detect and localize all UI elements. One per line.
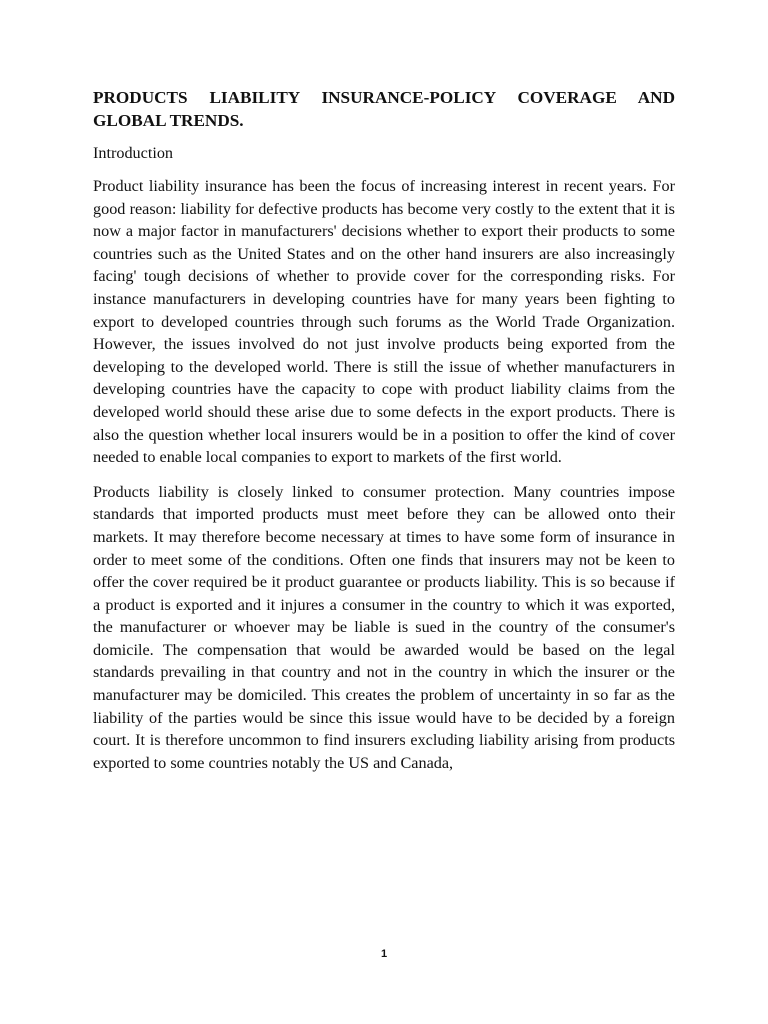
page-number: 1	[380, 948, 388, 960]
document-body	[93, 86, 675, 786]
paragraph-2: Products liability is closely linked to consumer protection. Many countries impose standards that imported products must meet before they can be allowed onto their markets. It may therefore become necessary at times to have some form of insurance in order to meet some of the conditions. Often one finds that insurers may not be keen to offer the cover required be it product guarantee or products liability. This is so because if a product is exported and it injures a consumer in the country to which it was exported, the manufacturer or whoever may be liable is sued in the country of the consumer's domicile. The compensation that would be awarded would be based on the legal standards prevailing in that country and not in the country in which the insurer or the manufacturer may be domiciled. This creates the problem of uncertainty in so far as the liability of the parties would be since this issue would have to be decided by a foreign court. It is therefore uncommon to find insurers excluding liability arising from products exported to some countries notably the US and Canada,	[93, 482, 675, 772]
paragraph-1: Product liability insurance has been the focus of increasing interest in recent years. For good reason: liability for defective products has become very costly to the extent that it is now a major factor in manufacturers' decisions whether to export their products to some countries such as the United States and on the other hand insurers are also increasingly facing' tough decisions of whether to provide cover for the corresponding risks. For instance manufacturers in developing countries have for many years been fighting to export to developed countries through such forums as the World Trade Organization. However, the issues involved do not just involve products being exported from the developing to the developed world. There is still the issue of whether manufacturers in developing countries have the capacity to cope with product liability claims from the developed world should these arise due to some defects in the export products. There is also the question whether local insurers would be in a position to offer the kind of cover needed to enable local companies to export to markets of the first world.	[93, 177, 675, 467]
document-title: PRODUCTS LIABILITY INSURANCE-POLICY COVERAGE AND GLOBAL TRENDS.	[93, 88, 675, 130]
section-heading: Introduction	[93, 144, 174, 162]
